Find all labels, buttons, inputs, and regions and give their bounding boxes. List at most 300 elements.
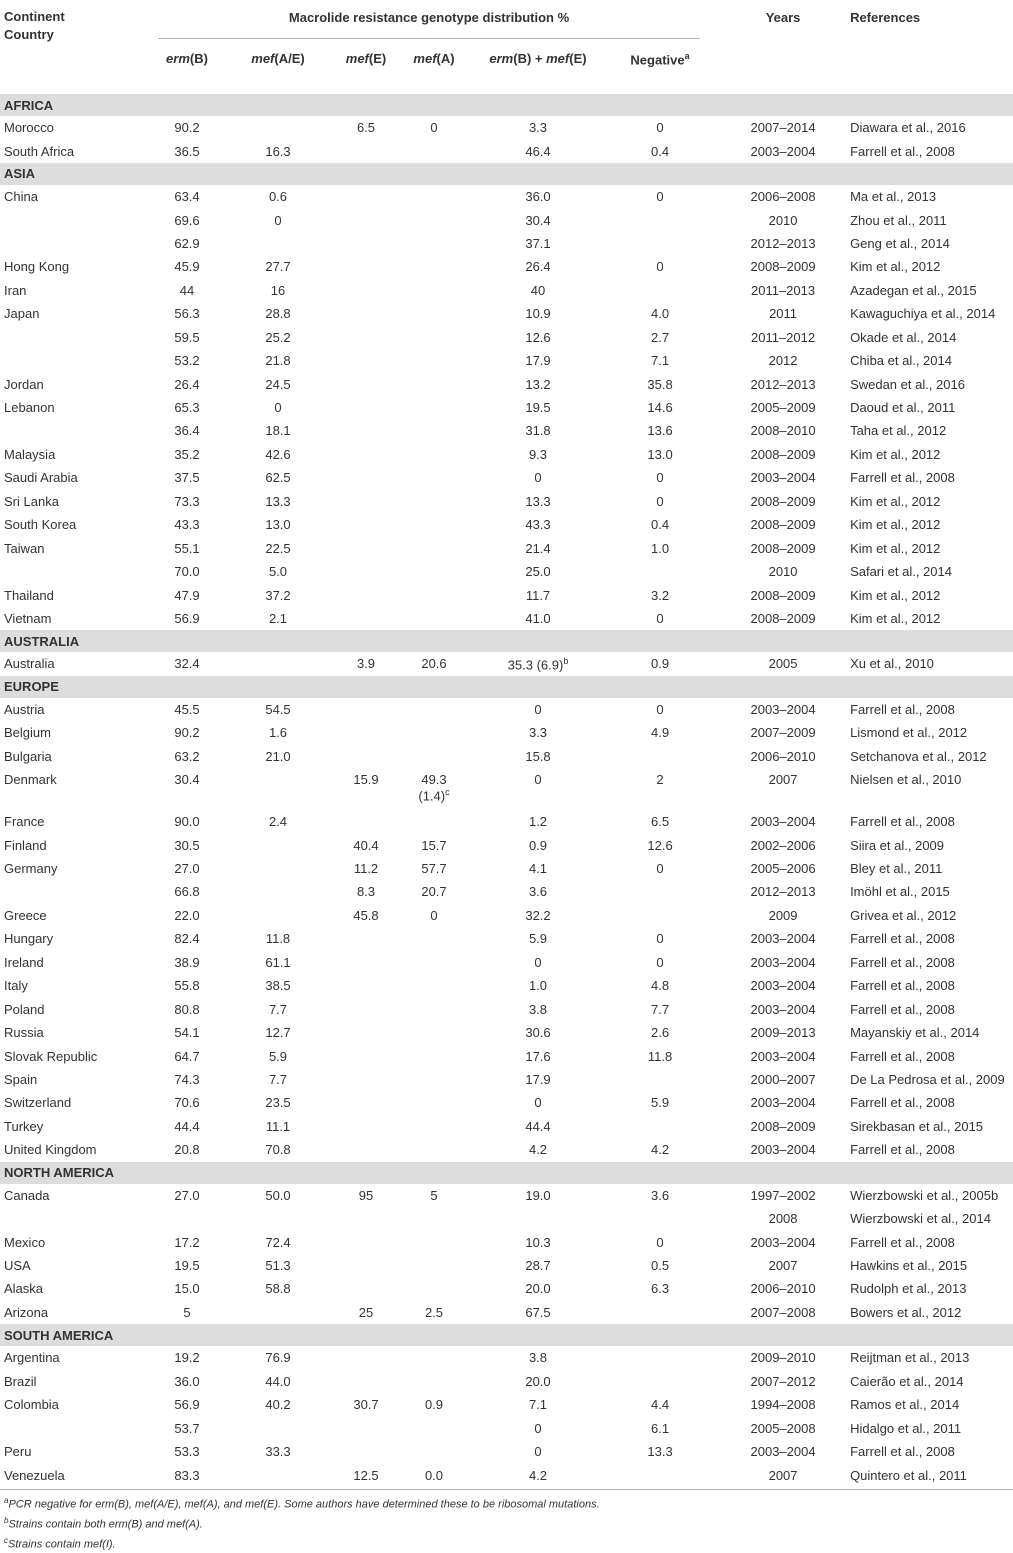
ermB-mefE-cell [466, 513, 610, 536]
country-cell [0, 1370, 148, 1393]
negative-cell [610, 583, 710, 606]
mefE-cell [330, 607, 402, 630]
reference-cell-value: Hawkins et al., 2015 [850, 1258, 968, 1274]
mefAE-cell [226, 745, 330, 768]
ermB-header: erm(B) [166, 51, 208, 66]
years-cell [710, 1138, 846, 1161]
continent-country-header: Continent Country [4, 9, 65, 42]
country-cell-value: Hungary [4, 931, 54, 947]
mefAE-cell-value: 61.1 [265, 954, 291, 970]
country-cell [0, 607, 148, 630]
years-cell-value: 2011–2012 [751, 329, 816, 345]
mefE-cell [330, 904, 402, 927]
reference-cell-value: Safari et al., 2014 [850, 564, 952, 580]
mefA-cell [402, 951, 466, 974]
mefAE-cell [226, 583, 330, 606]
ermB-cell [148, 349, 226, 372]
years-cell-value: 2008–2009 [750, 540, 816, 556]
ermB-cell-value: 53.3 [174, 1444, 200, 1460]
years-cell [710, 833, 846, 856]
ermB-mefE-cell-value: 12.6 [525, 329, 551, 345]
ermB-mefE-header: erm(B) + mef(E) [489, 51, 587, 66]
country-cell [0, 904, 148, 927]
reference-cell-value: Kim et al., 2012 [850, 446, 941, 462]
negative-cell [610, 997, 710, 1020]
mefAE-cell [226, 951, 330, 974]
country-cell [0, 208, 148, 231]
mefAE-cell-value: 0 [274, 400, 282, 416]
years-cell [710, 396, 846, 419]
table-row [0, 208, 1013, 231]
years-cell [710, 1044, 846, 1067]
years-cell [710, 1463, 846, 1486]
years-cell [710, 208, 846, 231]
mefA-cell [402, 1138, 466, 1161]
years-cell [710, 255, 846, 278]
mefE-cell [330, 490, 402, 513]
mefA-cell [402, 396, 466, 419]
ermB-cell [148, 1044, 226, 1067]
table-row [0, 1044, 1013, 1067]
mefA-cell [402, 1184, 466, 1207]
ermB-cell [148, 1207, 226, 1230]
reference-cell-value: Reijtman et al., 2013 [850, 1350, 970, 1366]
reference-cell [846, 951, 1013, 974]
ermB-cell [148, 745, 226, 768]
mefAE-cell-value: 28.8 [265, 306, 291, 322]
years-cell [710, 583, 846, 606]
table-row [0, 1346, 1013, 1369]
table-bottom-rule [0, 1489, 1013, 1490]
ermB-cell-value: 19.5 [174, 1258, 200, 1274]
mefAE-cell-value: 44.0 [265, 1373, 291, 1389]
negative-cell [610, 1370, 710, 1393]
ermB-cell-value: 90.2 [174, 120, 200, 136]
table-row [0, 1138, 1013, 1161]
reference-cell [846, 490, 1013, 513]
country-cell-value: China [4, 189, 38, 205]
negative-cell-value: 13.0 [647, 446, 673, 462]
country-cell-value: South Korea [4, 517, 77, 533]
mefE-cell-value: 15.9 [353, 771, 379, 787]
mefAE-cell [226, 443, 330, 466]
negative-cell [610, 302, 710, 325]
mefA-cell [402, 745, 466, 768]
country-cell [0, 810, 148, 833]
table-row [0, 326, 1013, 349]
mefAE-cell-value: 0.6 [268, 189, 288, 205]
mefA-cell [402, 1393, 466, 1416]
reference-cell [846, 326, 1013, 349]
years-cell [710, 1021, 846, 1044]
years-header: Years [765, 10, 801, 25]
negative-cell [610, 1115, 710, 1138]
reference-cell-value: Geng et al., 2014 [850, 235, 950, 251]
mefE-cell [330, 652, 402, 675]
negative-cell [610, 1416, 710, 1439]
ermB-cell [148, 927, 226, 950]
ermB-cell [148, 560, 226, 583]
country-cell [0, 1091, 148, 1114]
mefA-header: mef(A) [413, 51, 455, 66]
mefAE-cell [226, 1091, 330, 1114]
negative-cell-value: 0 [656, 954, 664, 970]
reference-cell-value: Farrell et al., 2008 [850, 701, 955, 717]
negative-cell [610, 1138, 710, 1161]
negative-cell [610, 698, 710, 721]
ermB-cell-value: 30.5 [174, 837, 200, 853]
mefAE-cell-value: 22.5 [265, 540, 291, 556]
mefAE-cell [226, 396, 330, 419]
references-header: References [850, 10, 921, 25]
country-cell-value: Italy [4, 978, 28, 994]
country-cell-value: Greece [4, 907, 47, 923]
ermB-cell [148, 536, 226, 559]
mefA-cell-value: 5 [430, 1187, 438, 1203]
mefE-cell [330, 1207, 402, 1230]
mefAE-cell-value: 13.0 [265, 517, 291, 533]
mefAE-cell [226, 1416, 330, 1439]
ermB-mefE-cell-value: 3.8 [528, 1350, 548, 1366]
ermB-mefE-cell [466, 443, 610, 466]
reference-cell-value: Farrell et al., 2008 [850, 1142, 955, 1158]
reference-cell-value: Siira et al., 2009 [850, 837, 945, 853]
years-cell-value: 2008–2009 [750, 1118, 816, 1134]
mefA-cell [402, 1207, 466, 1230]
reference-cell-value: Kim et al., 2012 [850, 517, 941, 533]
country-cell [0, 1230, 148, 1253]
ermB-mefE-cell [466, 927, 610, 950]
years-cell-value: 2007–2009 [750, 725, 816, 741]
ermB-mefE-cell [466, 951, 610, 974]
reference-cell [846, 652, 1013, 675]
reference-cell-value: Azadegan et al., 2015 [850, 282, 977, 298]
footnote-mark: c [445, 786, 450, 797]
ermB-cell-value: 19.2 [174, 1350, 200, 1366]
negative-cell [610, 279, 710, 302]
years-cell [710, 652, 846, 675]
table-row [0, 607, 1013, 630]
ermB-cell-value: 47.9 [174, 587, 200, 603]
years-cell-value: 2007–2008 [750, 1304, 816, 1320]
mefE-cell [330, 951, 402, 974]
ermB-mefE-cell-value: 3.6 [528, 884, 548, 900]
ermB-mefE-cell-value: 1.2 [528, 814, 548, 830]
negative-cell [610, 768, 710, 810]
years-cell-value: 2011 [769, 306, 798, 322]
mefA-cell [402, 1254, 466, 1277]
years-cell-value: 2007–2012 [750, 1373, 816, 1389]
mefE-cell [330, 466, 402, 489]
ermB-mefE-cell [466, 1346, 610, 1369]
years-cell-value: 2006–2010 [750, 748, 816, 764]
years-cell-value: 2003–2004 [750, 1048, 816, 1064]
mefA-cell [402, 1440, 466, 1463]
ermB-mefE-cell [466, 560, 610, 583]
country-cell-value: Morocco [4, 120, 54, 136]
negative-cell [610, 1301, 710, 1324]
table-row [0, 1230, 1013, 1253]
reference-cell-value: Imöhl et al., 2015 [850, 884, 950, 900]
mefE-cell [330, 255, 402, 278]
years-cell-value: 2007 [768, 771, 798, 787]
country-cell [0, 745, 148, 768]
ermB-mefE-cell-value: 0 [534, 954, 542, 970]
reference-cell [846, 255, 1013, 278]
ermB-mefE-cell [466, 1393, 610, 1416]
ermB-mefE-cell-value: 20.0 [525, 1373, 551, 1389]
ermB-mefE-cell-value: 30.6 [525, 1025, 551, 1041]
ermB-mefE-cell-value: 21.4 [525, 540, 551, 556]
genotype-group-header [148, 0, 710, 43]
table-row [0, 583, 1013, 606]
ermB-mefE-cell [466, 1440, 610, 1463]
mefE-cell-value: 6.5 [356, 120, 376, 136]
mefAE-cell-value: 42.6 [265, 446, 291, 462]
ermB-cell-value: 73.3 [174, 493, 200, 509]
mefAE-cell [226, 1068, 330, 1091]
years-cell [710, 1230, 846, 1253]
ermB-mefE-cell [466, 326, 610, 349]
mefA-cell [402, 583, 466, 606]
table-row [0, 255, 1013, 278]
mefAE-cell-value: 25.2 [265, 329, 291, 345]
table-row [0, 698, 1013, 721]
ermB-mefE-cell-value: 0.9 [528, 837, 548, 853]
ermB-mefE-cell [466, 139, 610, 162]
table-row [0, 1463, 1013, 1486]
ermB-cell [148, 1254, 226, 1277]
country-cell-value: Peru [4, 1444, 32, 1460]
reference-cell [846, 232, 1013, 255]
mefE-cell [330, 1021, 402, 1044]
footnote-text: Strains contain both erm(B) and mef(A). [8, 1518, 203, 1531]
country-cell [0, 1207, 148, 1230]
years-cell-value: 2003–2004 [750, 954, 816, 970]
mefA-cell [402, 1277, 466, 1300]
negative-cell-value: 1.0 [650, 540, 670, 556]
years-cell-value: 2011–2013 [751, 282, 816, 298]
years-cell [710, 1393, 846, 1416]
mefE-cell [330, 279, 402, 302]
table-row [0, 1021, 1013, 1044]
country-cell [0, 185, 148, 208]
country-cell [0, 560, 148, 583]
ermB-mefE-cell-value: 19.0 [525, 1187, 551, 1203]
ermB-mefE-cell [466, 490, 610, 513]
negative-cell [610, 974, 710, 997]
ermB-cell [148, 1277, 226, 1300]
negative-cell-value: 35.8 [647, 376, 673, 392]
years-cell-value: 2009–2010 [750, 1350, 816, 1366]
table-row [0, 1184, 1013, 1207]
reference-cell-value: Farrell et al., 2008 [850, 1095, 955, 1111]
years-cell [710, 116, 846, 139]
table-row [0, 349, 1013, 372]
reference-cell [846, 1393, 1013, 1416]
ermB-cell-value: 64.7 [174, 1048, 200, 1064]
mefA-cell [402, 1230, 466, 1253]
years-cell [710, 810, 846, 833]
ermB-cell [148, 833, 226, 856]
reference-cell-value: Farrell et al., 2008 [850, 470, 955, 486]
ermB-mefE-cell-value: 0 [534, 1095, 542, 1111]
negative-cell [610, 721, 710, 744]
mefA-cell [402, 255, 466, 278]
mefA-cell [402, 1021, 466, 1044]
mefE-cell [330, 768, 402, 810]
mefA-cell [402, 607, 466, 630]
section-row [0, 676, 1013, 698]
reference-cell-value: Swedan et al., 2016 [850, 376, 965, 392]
mefE-cell [330, 372, 402, 395]
years-cell-value: 2003–2004 [750, 470, 816, 486]
section-title: ASIA [0, 163, 1013, 185]
negative-cell-value: 0.4 [650, 143, 670, 159]
ermB-cell [148, 1115, 226, 1138]
years-cell [710, 698, 846, 721]
country-cell [0, 880, 148, 903]
reference-cell-value: Farrell et al., 2008 [850, 1001, 955, 1017]
country-cell-value: Turkey [4, 1118, 44, 1134]
years-cell-value: 2007 [768, 1258, 798, 1274]
country-cell-value: Denmark [4, 771, 57, 787]
years-cell-value: 2005–2009 [750, 400, 816, 416]
reference-cell [846, 583, 1013, 606]
mefA-cell [402, 279, 466, 302]
ermB-cell [148, 652, 226, 675]
negative-cell-value: 13.3 [647, 1444, 673, 1460]
years-cell-value: 2010 [768, 564, 798, 580]
mefA-cell [402, 1115, 466, 1138]
table-row [0, 1370, 1013, 1393]
ermB-cell [148, 466, 226, 489]
mefE-cell [330, 1068, 402, 1091]
mefAE-cell [226, 721, 330, 744]
mefE-cell [330, 396, 402, 419]
table-row [0, 974, 1013, 997]
ermB-mefE-cell [466, 255, 610, 278]
country-cell [0, 490, 148, 513]
country-cell-value: Taiwan [4, 540, 45, 556]
ermB-cell-value: 45.5 [174, 701, 200, 717]
mefAE-cell [226, 466, 330, 489]
mefA-cell [402, 652, 466, 675]
years-cell [710, 1091, 846, 1114]
mefA-cell [402, 833, 466, 856]
ermB-cell-value: 43.3 [174, 517, 200, 533]
mefAE-cell [226, 1138, 330, 1161]
mefE-cell [330, 1440, 402, 1463]
group-label: Macrolide resistance genotype distribution % [288, 10, 570, 25]
country-cell-value: Ireland [4, 954, 44, 970]
negative-cell [610, 1463, 710, 1486]
mefAE-cell-value: 62.5 [265, 470, 291, 486]
mefAE-cell-value: 76.9 [265, 1350, 291, 1366]
ermB-mefE-cell [466, 810, 610, 833]
ermB-mefE-cell-value: 20.0 [525, 1281, 551, 1297]
negative-cell-value: 4.0 [650, 306, 670, 322]
years-cell-value: 2008–2010 [750, 423, 816, 439]
mefA-cell [402, 536, 466, 559]
reference-cell [846, 560, 1013, 583]
mefAE-cell-value: 54.5 [265, 701, 291, 717]
ermB-cell [148, 1416, 226, 1439]
mefA-cell [402, 721, 466, 744]
mefE-cell [330, 1301, 402, 1324]
negative-cell-value: 2.7 [650, 329, 670, 345]
negative-cell-value: 6.5 [650, 814, 670, 830]
mefE-cell-value: 12.5 [353, 1467, 379, 1483]
table-row [0, 232, 1013, 255]
years-cell-value: 2000–2007 [750, 1071, 816, 1087]
mefE-cell [330, 997, 402, 1020]
country-cell [0, 857, 148, 880]
reference-cell-value: De La Pedrosa et al., 2009 [850, 1071, 1005, 1087]
table-row [0, 443, 1013, 466]
years-cell-value: 2005 [768, 656, 798, 672]
mefA-cell-value: 20.7 [421, 884, 447, 900]
reference-cell [846, 833, 1013, 856]
negative-cell [610, 1230, 710, 1253]
negative-cell [610, 443, 710, 466]
ermB-cell-value: 56.3 [174, 306, 200, 322]
reference-cell [846, 745, 1013, 768]
years-cell-value: 2003–2004 [750, 143, 816, 159]
years-cell-value: 2005–2008 [750, 1420, 816, 1436]
mefE-cell [330, 536, 402, 559]
country-cell [0, 768, 148, 810]
ermB-mefE-cell-value: 46.4 [525, 143, 551, 159]
years-cell [710, 302, 846, 325]
mefE-cell-value: 3.9 [356, 656, 376, 672]
mefA-cell [402, 1463, 466, 1486]
ermB-mefE-cell-value: 7.1 [528, 1397, 548, 1413]
group-underline [158, 38, 700, 39]
country-cell [0, 513, 148, 536]
mefE-cell-value: 8.3 [356, 884, 376, 900]
mefA-cell-subvalue: (1.4) [418, 788, 446, 804]
ermB-mefE-cell [466, 279, 610, 302]
negative-cell [610, 490, 710, 513]
reference-cell [846, 372, 1013, 395]
ermB-mefE-cell-value: 13.3 [525, 493, 551, 509]
mefA-cell [402, 904, 466, 927]
ermB-cell-value: 36.0 [174, 1373, 200, 1389]
negative-cell-value: 4.4 [650, 1397, 670, 1413]
ermB-mefE-cell [466, 1416, 610, 1439]
mefA-cell [402, 1301, 466, 1324]
mefA-cell-value: 0.0 [424, 1467, 444, 1483]
reference-cell [846, 1277, 1013, 1300]
footnote-mark: b [4, 1516, 9, 1526]
mefAE-cell [226, 490, 330, 513]
country-cell-value: Thailand [4, 587, 54, 603]
country-cell [0, 997, 148, 1020]
ermB-mefE-cell-value: 0 [534, 1420, 542, 1436]
years-cell-value: 2003–2004 [750, 1095, 816, 1111]
years-cell [710, 466, 846, 489]
years-cell [710, 536, 846, 559]
ermB-mefE-cell [466, 536, 610, 559]
ermB-cell-value: 82.4 [174, 931, 200, 947]
ermB-cell [148, 1301, 226, 1324]
ermB-cell [148, 1230, 226, 1253]
mefA-cell [402, 1370, 466, 1393]
mefA-cell [402, 997, 466, 1020]
ermB-mefE-cell [466, 419, 610, 442]
negative-cell [610, 419, 710, 442]
